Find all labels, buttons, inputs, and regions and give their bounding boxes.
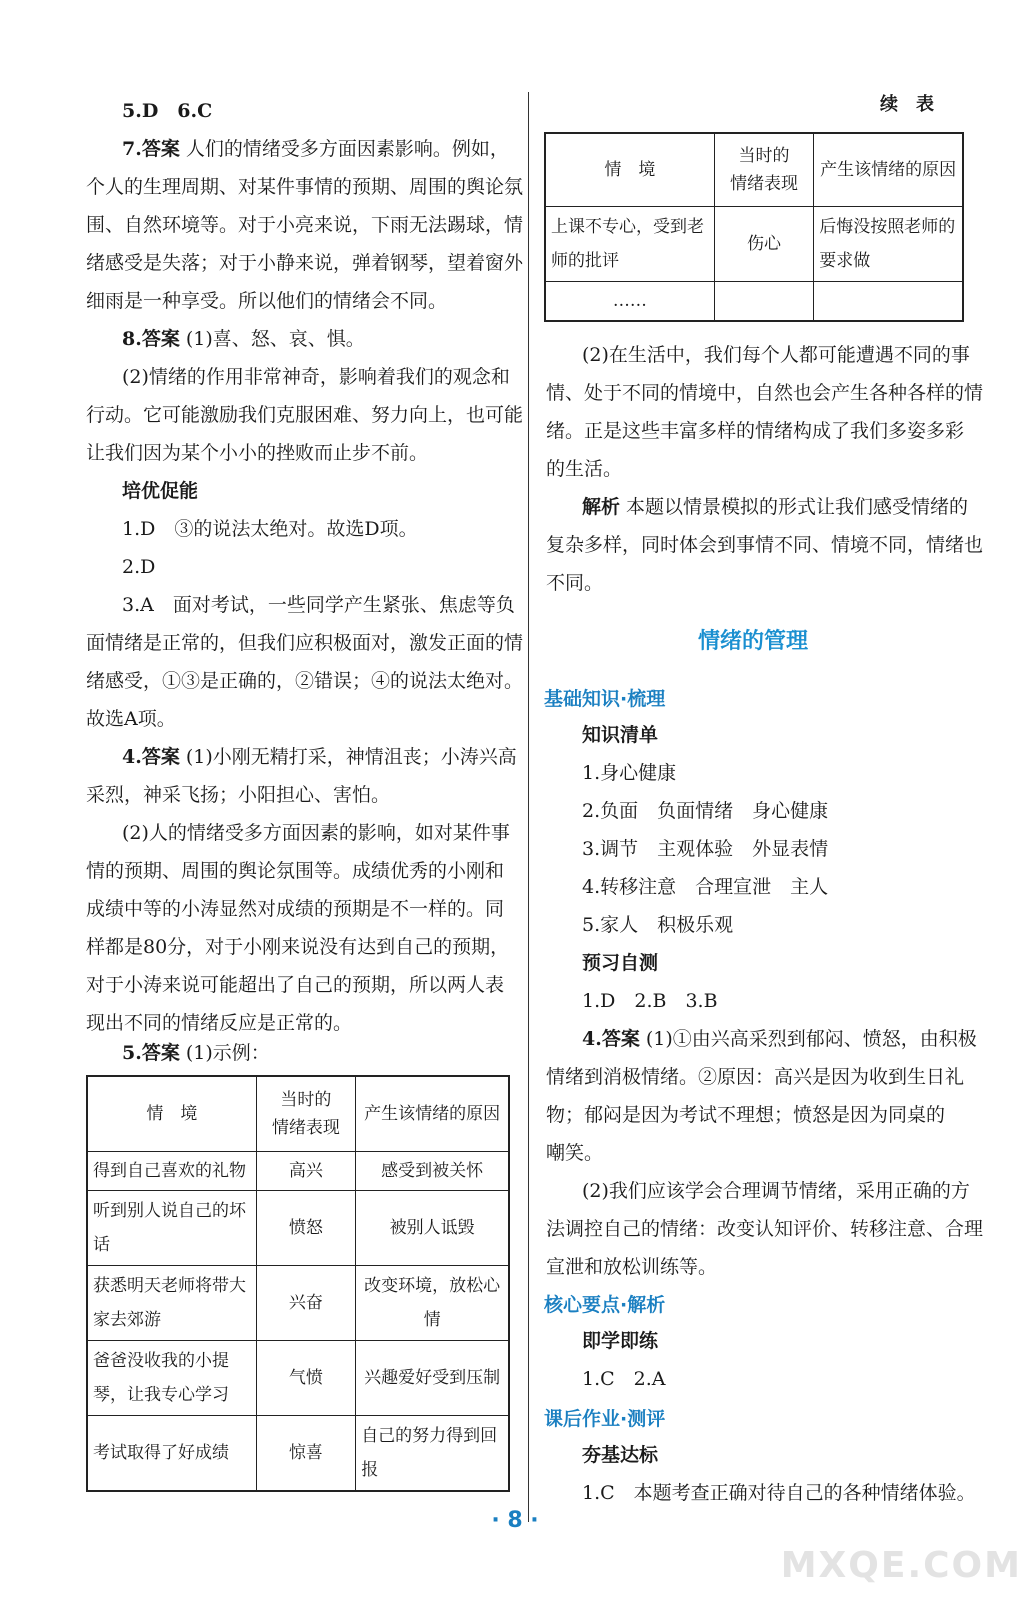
table-cell: 得到自己喜欢的礼物 [87,1152,256,1191]
table-row [545,282,963,322]
watermark-logo: MXQE.COM [780,1545,1022,1586]
table-cell [814,282,963,322]
subheading-zhishi: 知识清单 [582,724,659,746]
answer-label: 4.答案 [122,746,180,768]
subheading-yuxi: 预习自测 [582,952,659,974]
table-row [545,207,963,282]
answer-8-line: (2)情绪的作用非常神奇，影响着我们的观念和 [122,366,510,388]
table-cell: 后悔没按照老师的要求做 [814,207,963,282]
answer-4-line: 情的预期、周围的舆论氛围等。成绩优秀的小刚和 [86,860,505,882]
knowledge-item: 4.转移注意 合理宣泄 主人 [582,876,829,898]
analysis-line: 复杂多样，同时体会到事情不同、情境不同，情绪也 [546,534,984,556]
table-header: 情 境 [87,1076,256,1152]
answer-p3-line: 面情绪是正常的，但我们应积极面对，激发正面的情 [86,632,524,654]
answer-4-right-line: 情绪到消极情绪。②原因：高兴是因为收到生日礼 [546,1066,965,1088]
answer-right-line: 绪。正是这些丰富多样的情绪构成了我们多姿多彩 [546,420,965,442]
answer-4-right-line: 宣泄和放松训练等。 [546,1256,718,1278]
answer-8-line: 行动。它可能激励我们克服困难、努力向上，也可能 [86,404,524,426]
table-cell: 获悉明天老师将带大家去郊游 [87,1266,256,1341]
practice-answers: 1.C 2.A [582,1368,666,1390]
knowledge-item: 5.家人 积极乐观 [582,914,734,936]
table-header: 产生该情绪的原因 [814,133,963,207]
column-divider [528,92,529,1522]
heading-hexin: 核心要点·解析 [544,1294,666,1316]
analysis-label: 解析 [582,496,621,518]
answer-label: 4.答案 [582,1028,640,1050]
table-cell: 气愤 [256,1341,356,1416]
answer-label: 5.答案 [122,1042,180,1064]
table-cell: 惊喜 [256,1416,356,1492]
subheading-jixue: 即学即练 [582,1330,659,1352]
answer-4-line: (2)人的情绪受多方面因素的影响，如对某件事 [122,822,510,844]
section-heading-peiyou: 培优促能 [122,480,199,502]
section-title: 情绪的管理 [698,629,809,654]
table-cell: 考试取得了好成绩 [87,1416,256,1492]
answer-5-6: 5.D 6.C [122,100,213,122]
knowledge-item: 2.负面 负面情绪 身心健康 [582,800,829,822]
emotion-table [86,1075,510,1492]
answer-8-line: 8.答案 (1)喜、怒、哀、惧。 [122,328,365,350]
answer-7-line: 个人的生理周期、对某件事情的预期、周围的舆论氛 [86,176,524,198]
answer-4-right-line: (2)我们应该学会合理调节情绪，采用正确的方 [582,1180,970,1202]
table-cell: 上课不专心，受到老师的批评 [545,207,714,282]
table-header-row [545,133,963,207]
header-line: 情绪表现 [729,174,798,194]
table-row [87,1266,509,1341]
header-line: 情绪表现 [271,1118,340,1138]
table-cell: 兴奋 [256,1266,356,1341]
answer-label: 8.答案 [122,328,180,350]
header-line: 当时的 [738,146,790,166]
answer-4-line: 对于小涛来说可能超出了自己的预期，所以两人表 [86,974,505,996]
table-cell: 改变环境，放松心情 [356,1266,509,1341]
table-cell: 被别人诋毁 [356,1191,509,1266]
knowledge-item: 3.调节 主观体验 外显表情 [582,838,829,860]
answer-right-line: (2)在生活中，我们每个人都可能遭遇不同的事 [582,344,970,366]
table-cell: 愤怒 [256,1191,356,1266]
table-header [714,133,814,207]
answer-7-line: 细雨是一种享受。所以他们的情绪会不同。 [86,290,448,312]
page-number: · 8 · [491,1508,539,1533]
heading-jichu: 基础知识·梳理 [544,688,666,710]
answer-7-line: 围、自然环境等。对于小亮来说，下雨无法踢球，情 [86,214,524,236]
knowledge-item: 1.身心健康 [582,762,677,784]
answer-4-line: 成绩中等的小涛显然对成绩的预期是不一样的。同 [86,898,505,920]
table-cell: 高兴 [256,1152,356,1191]
header-line: 当时的 [280,1090,332,1110]
table-header: 产生该情绪的原因 [356,1076,509,1152]
answer-4-line: 采烈，神采飞扬；小阳担心、害怕。 [86,784,391,806]
answer-4-line: 现出不同的情绪反应是正常的。 [86,1012,353,1034]
table-cell: 听到别人说自己的坏话 [87,1191,256,1266]
answer-4-line: 4.答案 (1)小刚无精打采，神情沮丧；小涛兴高 [122,746,517,768]
table-header [256,1076,356,1152]
continued-table-label: 续 表 [880,94,934,115]
answer-p3-line: 3.A 面对考试，一些同学产生紧张、焦虑等负 [122,594,515,616]
table-cell: 自己的努力得到回报 [356,1416,509,1492]
table-header-row [87,1076,509,1152]
answer-7-line: 绪感受是失落；对于小静来说，弹着钢琴，望着窗外 [86,252,524,274]
answer-4-right-line: 嘲笑。 [546,1142,604,1164]
answer-4-line: 样都是80分，对于小刚来说没有达到自己的预期， [86,936,510,958]
preview-answers: 1.D 2.B 3.B [582,990,718,1012]
answer-label: 7.答案 [122,138,180,160]
table-row [87,1152,509,1191]
answer-p1: 1.D ③的说法太绝对。故选D项。 [122,518,418,540]
answer-p3-line: 绪感受，①③是正确的，②错误；④的说法太绝对。 [86,670,524,692]
answer-4-right-line: 法调控自己的情绪：改变认知评价、转移注意、合理 [546,1218,984,1240]
table-row [87,1416,509,1492]
table-cell: 爸爸没收我的小提琴，让我专心学习 [87,1341,256,1416]
table-header: 情 境 [545,133,714,207]
table-row [87,1341,509,1416]
table-cell: 兴趣爱好受到压制 [356,1341,509,1416]
answer-5-line: 5.答案 (1)示例： [122,1042,270,1064]
answer-4-right-line: 物；郁闷是因为考试不理想；愤怒是因为同桌的 [546,1104,946,1126]
emotion-table-continued [544,132,964,322]
answer-right-line: 的生活。 [546,458,623,480]
answer-right-line: 情、处于不同的情境中，自然也会产生各种各样的情 [546,382,984,404]
table-cell: 伤心 [714,207,814,282]
subheading-duoji: 夯基达标 [582,1444,659,1466]
answer-p3-line: 故选A项。 [86,708,176,730]
analysis-line: 不同。 [546,572,604,594]
heading-kehou: 课后作业·测评 [544,1408,666,1430]
answer-p2: 2.D [122,556,156,578]
table-cell: …… [545,282,714,322]
answer-4-right-line: 4.答案 (1)①由兴高采烈到郁闷、愤怒，由积极 [582,1028,977,1050]
homework-answer-1: 1.C 本题考查正确对待自己的各种情绪体验。 [582,1482,976,1504]
answer-8-line: 让我们因为某个小小的挫败而止步不前。 [86,442,429,464]
answer-7-line: 7.答案 人们的情绪受多方面因素影响。例如， [122,138,509,160]
analysis-line: 解析 本题以情景模拟的形式让我们感受情绪的 [582,496,969,518]
table-cell: 感受到被关怀 [356,1152,509,1191]
table-cell [714,282,814,322]
table-row [87,1191,509,1266]
